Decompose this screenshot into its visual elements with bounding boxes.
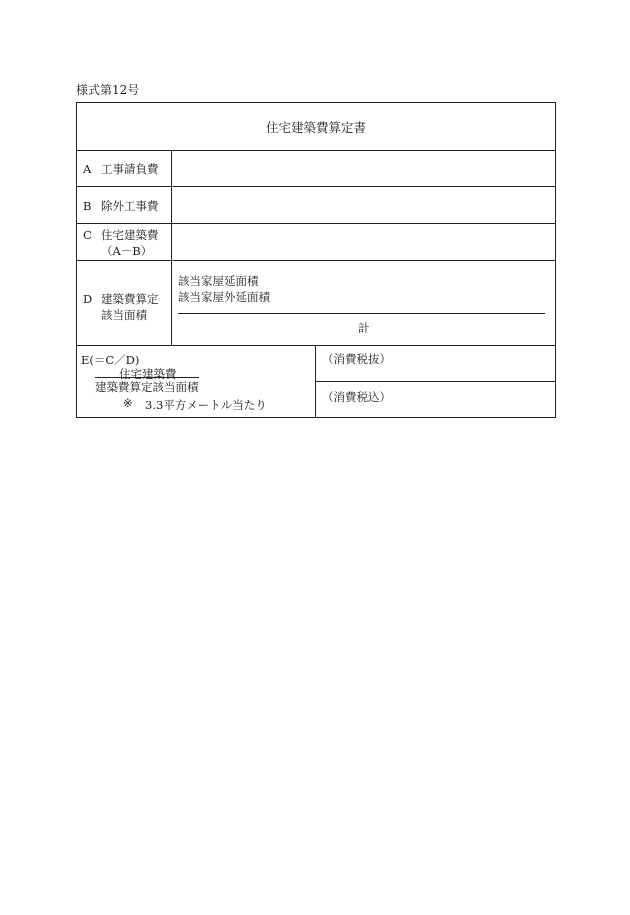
row-b-letter: B (83, 199, 92, 213)
total-label: 計 (358, 321, 370, 335)
form-title-row (77, 103, 555, 151)
row-d-label: 建築費算定 (101, 292, 159, 306)
row-c (77, 224, 555, 261)
fraction-numerator: 住宅建築費 (119, 367, 177, 381)
row-d-value-cell (172, 261, 555, 345)
row-c-label: 住宅建築費 (101, 228, 159, 242)
total-divider (178, 313, 545, 314)
form-number: 様式第12号 (76, 83, 140, 97)
row-a (77, 151, 555, 187)
fraction-bar (95, 377, 199, 378)
fraction-denominator: 建築費算定該当面積 (95, 380, 199, 394)
tax-included-label: （消費税込） (322, 390, 391, 404)
row-a-label: 工事請負費 (101, 162, 159, 176)
row-d (77, 261, 555, 346)
form-title: 住宅建築費算定書 (265, 119, 366, 135)
row-d-label-cell (77, 261, 172, 345)
housing-construction-cost-form (76, 102, 556, 418)
note-mark: ※ (123, 396, 133, 410)
row-c-value-field[interactable] (172, 224, 555, 260)
row-a-value-field[interactable] (172, 151, 555, 186)
row-c-sublabel: （A－B） (101, 244, 153, 258)
tax-excluded-field[interactable] (316, 346, 555, 382)
row-d-sublabel: 該当面積 (101, 308, 147, 322)
row-a-label-cell (77, 151, 172, 186)
row-c-letter: C (83, 228, 92, 242)
row-b-label: 除外工事費 (101, 199, 159, 213)
row-a-letter: A (83, 162, 92, 176)
row-b-label-cell (77, 187, 172, 223)
row-e-formula: E(＝C／D) (81, 353, 140, 367)
tax-excluded-label: （消費税抜） (322, 352, 391, 366)
row-e-label-cell (77, 346, 316, 418)
outside-building-floor-area-label: 該当家屋外延面積 (178, 290, 270, 304)
row-b-value-field[interactable] (172, 187, 555, 223)
row-b (77, 187, 555, 224)
tax-included-field[interactable] (316, 382, 555, 418)
building-floor-area-label: 該当家屋延面積 (178, 274, 259, 288)
per-area-note: 3.3平方メートル当たり (145, 398, 267, 412)
row-e (77, 346, 555, 418)
row-c-label-cell (77, 224, 172, 260)
row-d-letter: D (83, 292, 93, 306)
